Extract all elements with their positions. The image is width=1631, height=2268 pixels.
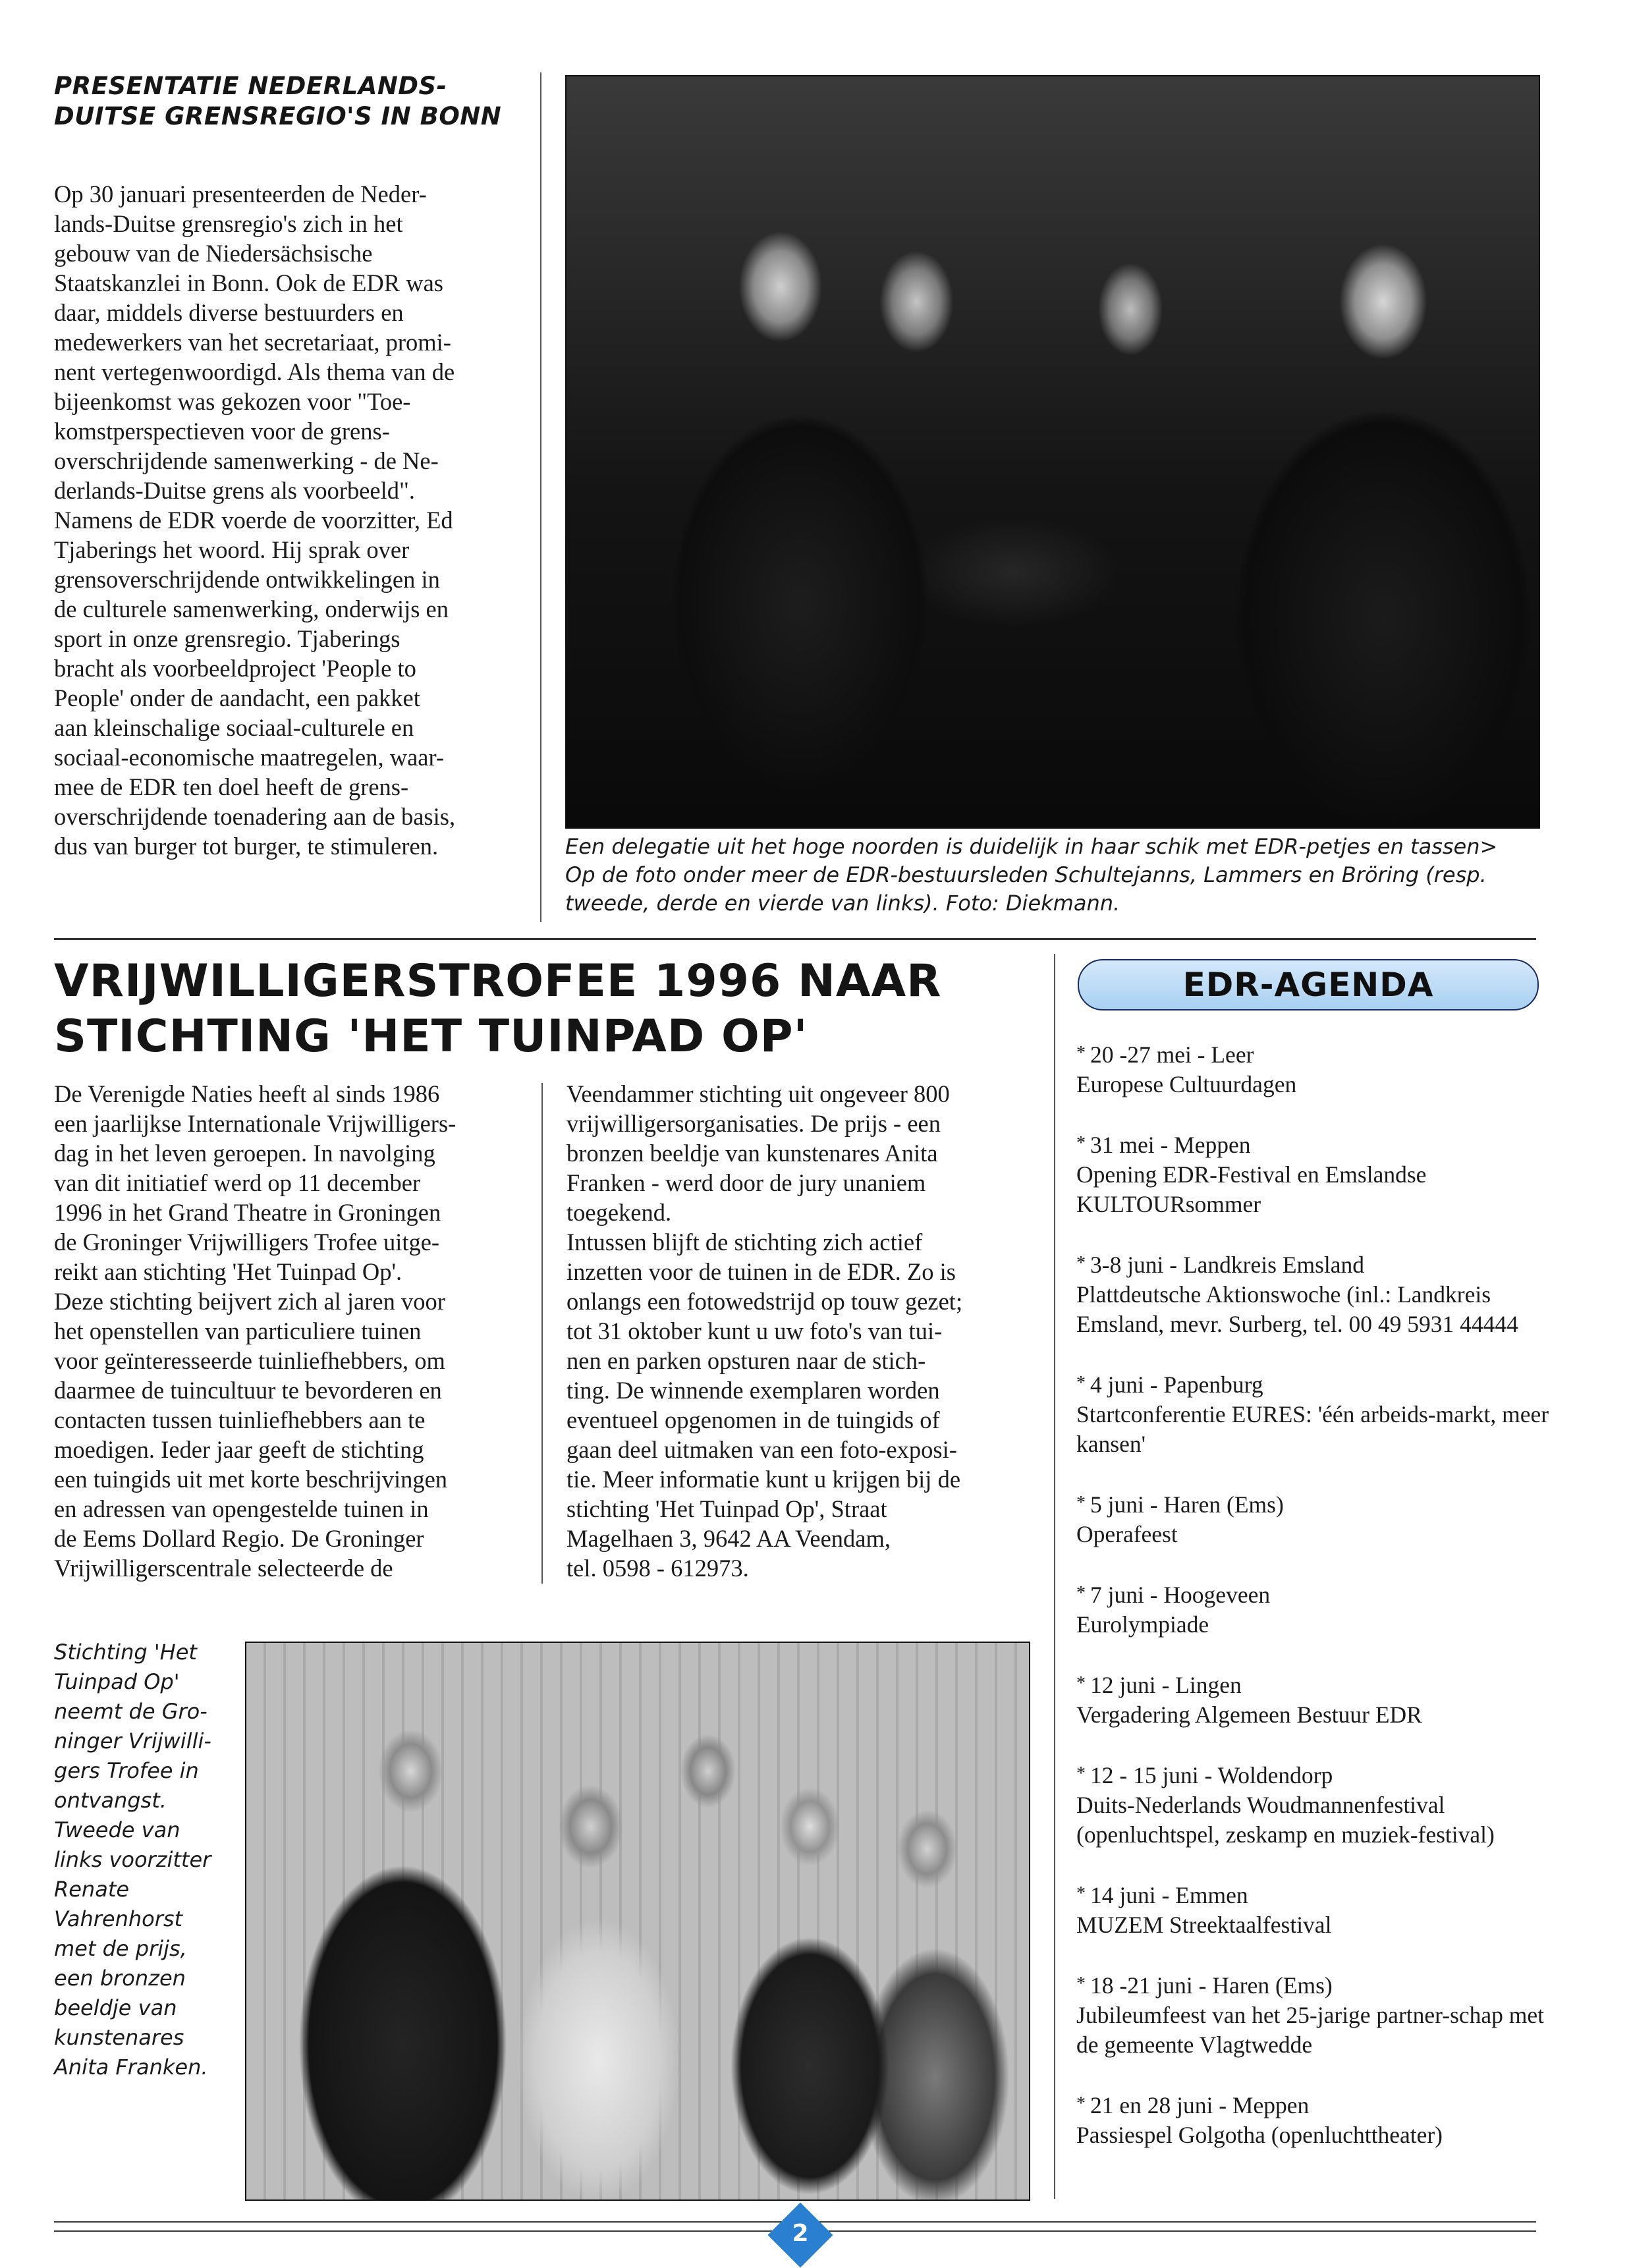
- agenda-item: [1076, 1488, 1551, 1549]
- article2-column-2: Veendammer stichting uit ongeveer 800 vrijwilligersorganisaties. De prijs - een bronzen beeldje van kunstenares Anita Franken - werd door de jury unaniem toegekend. Intussen blijft de stichting zich actief inzetten voor de tuinen in de EDR. Zo is onlangs een fotowedstrijd op touw gezet; tot 31 oktober kunt u uw foto's van tui- nen en parken opsturen naar de stich- ting. De winnende exemplaren worden eventueel opgenomen in de tuingids of gaan deel uitmaken van een foto-exposi- tie. Meer informatie kunt u krijgen bij de stichting 'Het Tuinpad Op', Straat Magelhaen 3, 9642 AA Veendam, tel. 0598 - 612973.: [567, 1080, 963, 1582]
- article1-body: Op 30 januari presenteerden de Neder- lands-Duitse grensregio's zich in het gebouw van de Niedersächsische Staatskanzlei in Bonn. Ook de EDR was daar, middels diverse bestuurders en medewerkers van het secretariaat, promi- nent vertegenwoordigd. Als thema van de bijeenkomst was gekozen voor "Toe- komstperspectieven voor de grens- overschrijdende samenwerking - de Ne- derlands-Duitse grens als voorbeeld". Namens de EDR voerde de voorzitter, Ed Tjaberings het woord. Hij sprak over grensoverschrijdende ontwikkelingen in de culturele samenwerking, onderwijs en sport in onze grensregio. Tjaberings bracht als voorbeeldproject 'People to People' onder de aandacht, een pakket aan kleinschalige sociaal-culturele en sociaal-economische maatregelen, waar- mee de EDR ten doel heeft de grens- overschrijdende toenadering aan de basis, dus van burger tot burger, te stimuleren.: [54, 180, 456, 860]
- agenda-item: [1076, 1969, 1551, 2060]
- agenda-item-when: * 7 juni - Hoogeveen: [1076, 1578, 1551, 1610]
- agenda-item-when: * 3-8 juni - Landkreis Emsland: [1076, 1248, 1551, 1280]
- agenda-item-when: * 5 juni - Haren (Ems): [1076, 1488, 1551, 1520]
- agenda-header: [1078, 959, 1539, 1010]
- agenda-item-what: Passiespel Golgotha (openluchttheater): [1076, 2122, 1443, 2148]
- agenda-item-what: Jubileumfeest van het 25-jarige partner-schap met de gemeente Vlagtwedde: [1076, 2002, 1544, 2058]
- column-divider: [540, 72, 541, 922]
- agenda-item-what: Plattdeutsche Aktionswoche (inl.: Landkreis Emsland, mevr. Surberg, tel. 00 49 5931 44444: [1076, 1281, 1518, 1337]
- section-divider: [54, 938, 1536, 940]
- column-divider: [541, 1083, 543, 1584]
- article2-headline: VRIJWILLIGERSTROFEE 1996 NAAR STICHTING 'HET TUINPAD OP': [54, 955, 942, 1063]
- agenda-item-when: * 12 - 15 juni - Woldendorp: [1076, 1759, 1551, 1790]
- agenda-item-what: Vergadering Algemeen Bestuur EDR: [1076, 1701, 1422, 1728]
- agenda-item-when: * 20 -27 mei - Leer: [1076, 1038, 1551, 1070]
- agenda-item-what: Startconferentie EURES: 'één arbeids-markt, meer kansen': [1076, 1401, 1549, 1457]
- article2-column-1: De Verenigde Naties heeft al sinds 1986 een jaarlijkse Internationale Vrijwilligers- dag in het leven geroepen. In navolging van dit initiatief werd op 11 december 1996 in het Grand Theatre in Groningen de Groninger Vrijwilligers Trofee uitge- reikt aan stichting 'Het Tuinpad Op'. Deze stichting beijvert zich al jaren voor het openstellen van particuliere tuinen voor geïnteresseerde tuinliefhebbers, om daarmee de tuincultuur te bevorderen en contacten tussen tuinliefhebbers aan te moedigen. Ieder jaar geeft de stichting een tuingids uit met korte beschrijvingen en adressen van opengestelde tuinen in de Eems Dollard Regio. De Groninger Vrijwilligerscentrale selecteerde de: [54, 1080, 456, 1582]
- photo-trofee-presentation: [245, 1642, 1030, 2201]
- agenda-item: [1076, 1038, 1551, 1099]
- agenda-item-what: Opening EDR-Festival en Emslandse KULTOURsommer: [1076, 1161, 1427, 1217]
- agenda-item: [1076, 1368, 1551, 1459]
- photo-delegation-bonn: [565, 75, 1540, 829]
- agenda-item: [1076, 1879, 1551, 1940]
- agenda-item-what: Operafeest: [1076, 1521, 1178, 1547]
- agenda-item-what: MUZEM Streektaalfestival: [1076, 1912, 1332, 1938]
- agenda-item: [1076, 1128, 1551, 1219]
- agenda-item-when: * 18 -21 juni - Haren (Ems): [1076, 1969, 1551, 2001]
- page-number: 2: [792, 2220, 809, 2247]
- agenda-item-what: Eurolympiade: [1076, 1611, 1209, 1638]
- agenda-divider: [1054, 954, 1055, 2199]
- agenda-item-when: * 31 mei - Meppen: [1076, 1128, 1551, 1160]
- agenda-item: [1076, 1248, 1551, 1339]
- agenda-item-when: * 12 juni - Lingen: [1076, 1669, 1551, 1700]
- agenda-item: [1076, 1578, 1551, 1640]
- agenda-item-when: * 21 en 28 juni - Meppen: [1076, 2089, 1551, 2120]
- agenda-item-what: Europese Cultuurdagen: [1076, 1071, 1297, 1097]
- agenda-item-when: * 14 juni - Emmen: [1076, 1879, 1551, 1910]
- agenda-title: EDR-AGENDA: [1182, 966, 1434, 1004]
- article1-title: PRESENTATIE NEDERLANDS- DUITSE GRENSREGIO'S IN BONN: [54, 72, 502, 130]
- agenda-item: [1076, 1669, 1551, 1730]
- agenda-item: [1076, 2089, 1551, 2150]
- agenda-item-what: Duits-Nederlands Woudmannenfestival (openluchtspel, zeskamp en muziek-festival): [1076, 1792, 1495, 1848]
- photo-caption-trofee: Stichting 'Het Tuinpad Op' neemt de Gro- ninger Vrijwilli- gers Trofee in ontvangst. Tweede van links voorzitter Renate Vahrenhorst met de prijs, een bronzen beeldje van kunstenares Anita Franken.: [54, 1640, 211, 2080]
- agenda-item: [1076, 1759, 1551, 1850]
- agenda-list: [1076, 1038, 1551, 2179]
- photo-caption-bonn: Een delegatie uit het hoge noorden is duidelijk in haar schik met EDR-petjes en tassen> Op de foto onder meer de EDR-bestuursleden Schultejanns, Lammers en Bröring (resp. tweede, derde en vierde van links). Foto: Diekmann.: [565, 834, 1498, 916]
- agenda-item-when: * 4 juni - Papenburg: [1076, 1368, 1551, 1400]
